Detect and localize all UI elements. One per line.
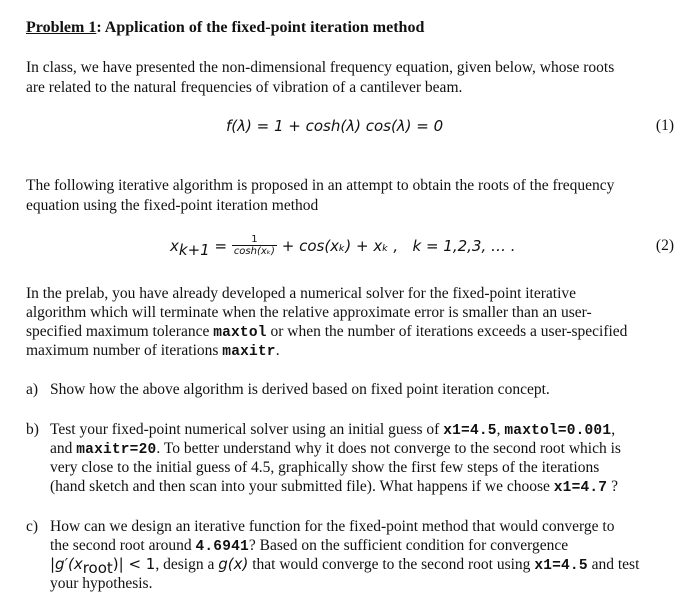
- x1-4-5-code: x1=4.5: [443, 423, 497, 439]
- part-b-l1-e: ,: [611, 421, 616, 438]
- equation-2: [170, 231, 516, 261]
- part-b-l4-a: (hand sketch and then scan into your submitted file). What happens if we choose: [50, 478, 554, 495]
- part-c-l3-e: that would converge to the second root using: [248, 556, 535, 573]
- part-b-line-2: [50, 439, 621, 460]
- root-value-code: 4.6941: [195, 539, 249, 555]
- part-b-l2-c: . To better understand why it does not converge to the second root which is: [156, 440, 621, 457]
- part-c-l3-g: and test: [587, 556, 640, 573]
- iteration-intro-line-1: The following iterative algorithm is proposed in an attempt to obtain the roots of the frequency: [26, 177, 615, 194]
- title-text: Application of the fixed-point iteration method: [101, 19, 425, 36]
- prelab-line-3: [26, 322, 627, 343]
- problem-title: [26, 18, 424, 37]
- eq2-rest: + cos(xₖ) + xₖ , k = 1,2,3, … .: [276, 237, 516, 255]
- derivative-condition-sub: root: [82, 559, 113, 578]
- x1-4-5-code-c: x1=4.5: [534, 558, 588, 574]
- prelab-line-4-text-c: .: [275, 342, 280, 359]
- part-c-l2-c: ? Based on the sufficient condition for convergence: [248, 537, 569, 554]
- part-c-label: c): [26, 518, 39, 535]
- maxtol-value-code: maxtol=0.001: [504, 423, 612, 439]
- equation-2-number: (2): [655, 237, 674, 254]
- eq2-equals: =: [209, 237, 232, 255]
- iteration-intro-line-2: equation using the fixed-point iteration method: [26, 197, 319, 214]
- part-b-line-4: [50, 477, 618, 498]
- prelab-line-1: In the prelab, you have already developed a numerical solver for the fixed-point iterative: [26, 285, 577, 302]
- part-a-label: a): [26, 381, 39, 398]
- maxitr-code: maxitr: [222, 344, 276, 360]
- equation-1-number: (1): [655, 117, 674, 134]
- prelab-line-3-text-a: specified maximum tolerance: [26, 323, 214, 340]
- intro-line-2: are related to the natural frequencies of vibration of a cantilever beam.: [26, 79, 463, 96]
- maxtol-code: maxtol: [213, 325, 267, 341]
- title-colon: :: [96, 19, 102, 36]
- part-c-line-4: your hypothesis.: [50, 575, 153, 592]
- eq2-lhs-subscript: k+1: [178, 241, 210, 260]
- intro-line-1: In class, we have presented the non-dimensional frequency equation, given below, whose roots: [26, 59, 615, 76]
- part-c-l3-c: , design a: [155, 556, 219, 573]
- part-b-line-1: [50, 420, 615, 441]
- problem-number: Problem 1: [26, 19, 97, 36]
- equation-1: f(λ) = 1 + cosh(λ) cos(λ) = 0: [226, 117, 444, 135]
- g-of-x: g(x): [218, 555, 249, 573]
- part-b-line-3: very close to the initial guess of 4.5, graphically show the first few steps of the iterations: [50, 459, 600, 476]
- eq2-fraction: [232, 234, 277, 258]
- prelab-line-4: [26, 341, 280, 362]
- maxitr-value-code: maxitr=20: [76, 442, 157, 458]
- derivative-condition-b: )| < 1: [112, 555, 156, 573]
- part-b-l4-c: ?: [607, 478, 618, 495]
- part-c-line-2: [50, 536, 568, 557]
- x1-4-7-code: x1=4.7: [553, 480, 608, 496]
- eq2-fraction-denominator: cosh(xₖ): [233, 246, 275, 258]
- prelab-line-2: algorithm which will terminate when the relative approximate error is smaller than an user-: [26, 304, 592, 321]
- prelab-line-3-text-c: or when the number of iterations exceeds a user-specified: [266, 323, 628, 340]
- part-c-l2-a: the second root around: [50, 537, 196, 554]
- part-b-l1-c: ,: [496, 421, 505, 438]
- part-b-label: b): [26, 421, 39, 438]
- derivative-condition-a: |g′(x: [50, 555, 83, 573]
- part-c-line-1: How can we design an iterative function for the fixed-point method that would converge to: [50, 518, 615, 535]
- eq2-fraction-numerator: 1: [232, 234, 277, 246]
- part-a-text: Show how the above algorithm is derived based on fixed point iteration concept.: [50, 381, 550, 398]
- prelab-line-4-text-a: maximum number of iterations: [26, 342, 223, 359]
- part-b-l2-a: and: [50, 440, 77, 457]
- eq2-lhs: x: [170, 237, 179, 255]
- part-b-l1-a: Test your fixed-point numerical solver using an initial guess of: [50, 421, 444, 438]
